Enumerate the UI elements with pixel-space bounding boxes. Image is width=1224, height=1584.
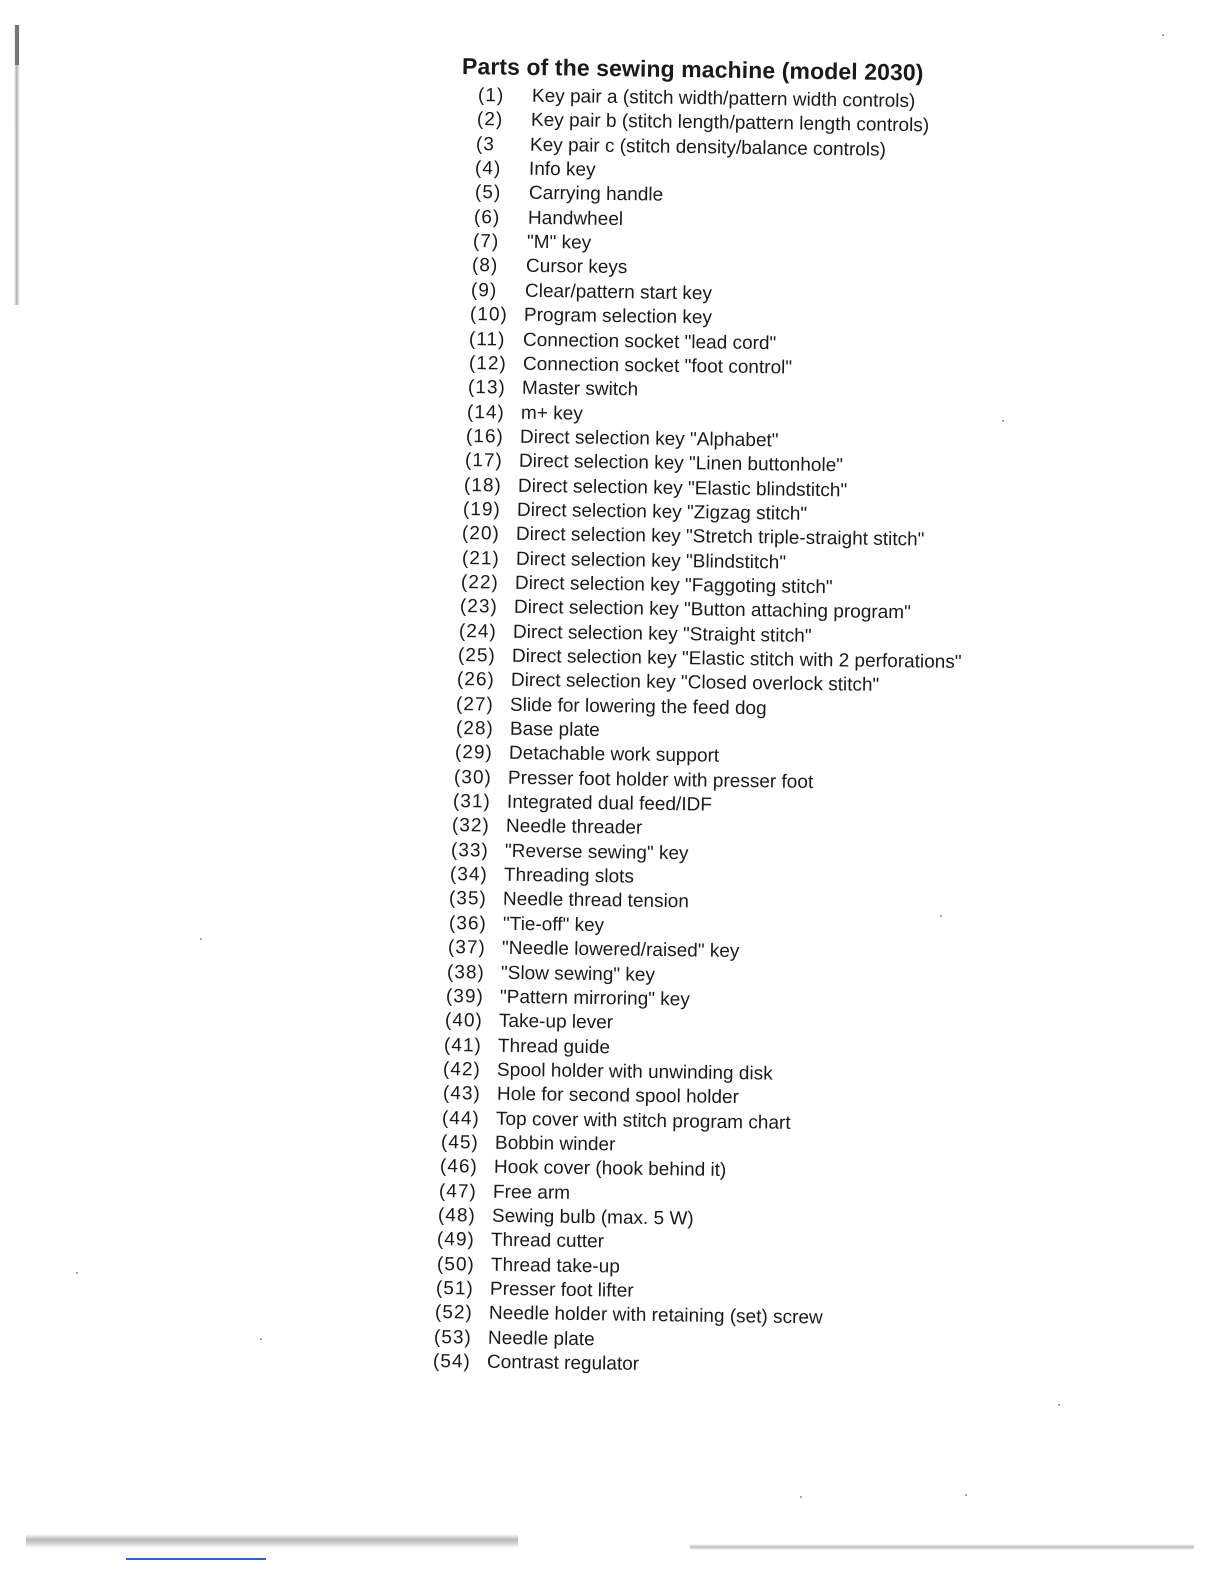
- part-number: (51): [435, 1278, 474, 1300]
- part-label: Thread guide: [498, 1035, 611, 1058]
- part-number: (30): [453, 766, 492, 789]
- part-number: (52): [434, 1302, 473, 1324]
- part-label: Master switch: [521, 377, 638, 401]
- part-number: (53): [433, 1326, 472, 1349]
- part-number: (50): [436, 1253, 475, 1276]
- part-number: (14): [466, 401, 505, 424]
- part-number: (8): [471, 255, 499, 277]
- part-label: Sewing bulb (max. 5 W): [492, 1205, 695, 1230]
- part-label: "Pattern mirroring" key: [499, 986, 690, 1011]
- part-number: (6): [473, 206, 501, 229]
- part-number: (23): [459, 596, 498, 618]
- part-label: Hook cover (hook behind it): [493, 1156, 727, 1182]
- part-label: "Tie-off" key: [502, 913, 604, 936]
- part-number: (34): [450, 864, 489, 886]
- part-label: Connection socket "foot control": [522, 353, 792, 379]
- part-number: (35): [449, 888, 488, 910]
- part-number: (13): [467, 377, 506, 399]
- scan-speck: [1162, 34, 1164, 36]
- part-label: Clear/pattern start key: [524, 280, 713, 305]
- part-label: Slide for lowering the feed dog: [510, 694, 768, 720]
- part-number: (45): [440, 1131, 479, 1154]
- part-label: Direct selection key "Zigzag stitch": [517, 499, 808, 525]
- part-number: (43): [442, 1083, 481, 1105]
- part-number: (31): [452, 791, 491, 813]
- part-number: (32): [451, 815, 490, 837]
- part-label: Connection socket "lead cord": [523, 329, 777, 354]
- part-label: Spool holder with unwinding disk: [497, 1059, 774, 1085]
- part-label: Bobbin winder: [494, 1132, 616, 1156]
- part-number: (12): [468, 352, 507, 375]
- part-number: (49): [437, 1229, 476, 1251]
- part-label: Top cover with stitch program chart: [495, 1108, 791, 1134]
- part-label: Key pair b (stitch length/pattern length controls): [530, 110, 930, 137]
- part-number: (54): [432, 1351, 471, 1373]
- part-label: Presser foot lifter: [489, 1278, 634, 1302]
- part-label: Direct selection key "Faggoting stitch": [514, 572, 833, 599]
- part-number: (29): [454, 742, 493, 764]
- part-number: (20): [462, 523, 501, 545]
- scan-speck: [940, 915, 942, 917]
- part-number: (16): [465, 425, 504, 448]
- part-number: (1): [477, 85, 505, 107]
- part-number: (47): [438, 1180, 478, 1203]
- part-label: Thread cutter: [491, 1230, 605, 1253]
- scan-speck: [76, 1272, 78, 1274]
- scan-speck: [1058, 1404, 1060, 1406]
- scan-speck: [1002, 420, 1004, 422]
- part-label: Needle plate: [487, 1327, 595, 1350]
- part-label: Handwheel: [527, 207, 623, 230]
- part-number: (10): [470, 304, 509, 326]
- part-label: Needle thread tension: [503, 889, 690, 913]
- part-number: (40): [444, 1010, 484, 1032]
- part-label: m+ key: [520, 402, 583, 425]
- part-number: (39): [445, 985, 484, 1008]
- part-number: (42): [443, 1058, 482, 1081]
- part-label: Direct selection key "Elastic blindstitch": [518, 475, 848, 501]
- part-label: Direct selection key "Linen buttonhole": [518, 450, 844, 477]
- part-number: (18): [464, 474, 503, 497]
- part-number: (24): [458, 620, 497, 643]
- part-number: (19): [463, 498, 502, 521]
- part-label: Direct selection key "Alphabet": [519, 426, 779, 452]
- part-number: (26): [457, 669, 496, 691]
- part-label: Free arm: [492, 1181, 571, 1204]
- part-label: Detachable work support: [508, 743, 719, 767]
- part-number: (7): [472, 231, 500, 253]
- part-number: (28): [455, 718, 494, 740]
- part-number: (37): [447, 937, 486, 959]
- part-number: (33): [451, 839, 490, 862]
- part-label: Base plate: [509, 718, 600, 742]
- part-label: Program selection key: [524, 304, 713, 329]
- part-number: (25): [457, 645, 497, 667]
- part-label: Integrated dual feed/IDF: [506, 791, 712, 816]
- part-label: Needle threader: [505, 816, 643, 840]
- part-number: (36): [448, 912, 487, 935]
- part-label: Contrast regulator: [486, 1351, 640, 1375]
- part-number: (3: [476, 133, 496, 155]
- part-label: "Needle lowered/raised" key: [501, 937, 740, 963]
- part-number: (44): [441, 1107, 480, 1130]
- part-label: Carrying handle: [528, 183, 663, 207]
- scan-speck: [800, 1496, 802, 1498]
- part-number: (5): [474, 182, 501, 204]
- part-label: Thread take-up: [490, 1254, 620, 1278]
- part-label: Direct selection key "Elastic stitch with 2 perforations": [511, 645, 962, 674]
- part-label: Direct selection key "Closed overlock stitch": [511, 670, 880, 697]
- scan-speck: [260, 1338, 262, 1340]
- scan-bottom-artifact: [690, 1544, 1194, 1550]
- part-label: Take-up lever: [498, 1010, 614, 1034]
- part-number: (41): [444, 1034, 483, 1057]
- part-label: Presser foot holder with presser foot: [507, 767, 814, 793]
- part-label: "Slow sewing" key: [500, 962, 655, 986]
- part-number: (11): [469, 328, 506, 351]
- part-number: (9): [470, 279, 498, 302]
- part-number: (21): [461, 547, 500, 570]
- part-number: (38): [446, 961, 485, 984]
- part-label: Direct selection key "Stretch triple-straight stitch": [516, 523, 925, 551]
- part-label: "M" key: [526, 231, 592, 254]
- part-number: (4): [475, 158, 502, 180]
- part-number: (22): [460, 571, 499, 594]
- page-title: Parts of the sewing machine (model 2030): [461, 53, 924, 86]
- part-label: Key pair a (stitch width/pattern width controls): [531, 85, 916, 113]
- part-label: Direct selection key "Blindstitch": [515, 548, 786, 574]
- part-label: Direct selection key "Straight stitch": [512, 621, 812, 647]
- part-label: Threading slots: [504, 864, 635, 888]
- part-number: (2): [476, 109, 504, 131]
- part-label: Key pair c (stitch density/balance controls): [530, 134, 887, 161]
- scan-bottom-artifact: [26, 1534, 518, 1548]
- part-label: Cursor keys: [525, 256, 628, 279]
- part-label: Direct selection key "Button attaching program": [513, 597, 911, 624]
- part-number: (17): [464, 450, 503, 472]
- part-label: Hole for second spool holder: [496, 1083, 739, 1109]
- part-number: (48): [438, 1204, 477, 1227]
- scan-speck: [200, 938, 202, 940]
- part-number: (27): [456, 693, 495, 716]
- part-label: Info key: [529, 158, 597, 181]
- scan-speck: [965, 1494, 967, 1496]
- part-label: Needle holder with retaining (set) screw: [488, 1303, 823, 1329]
- part-label: "Reverse sewing" key: [505, 840, 689, 865]
- part-number: (46): [439, 1156, 478, 1178]
